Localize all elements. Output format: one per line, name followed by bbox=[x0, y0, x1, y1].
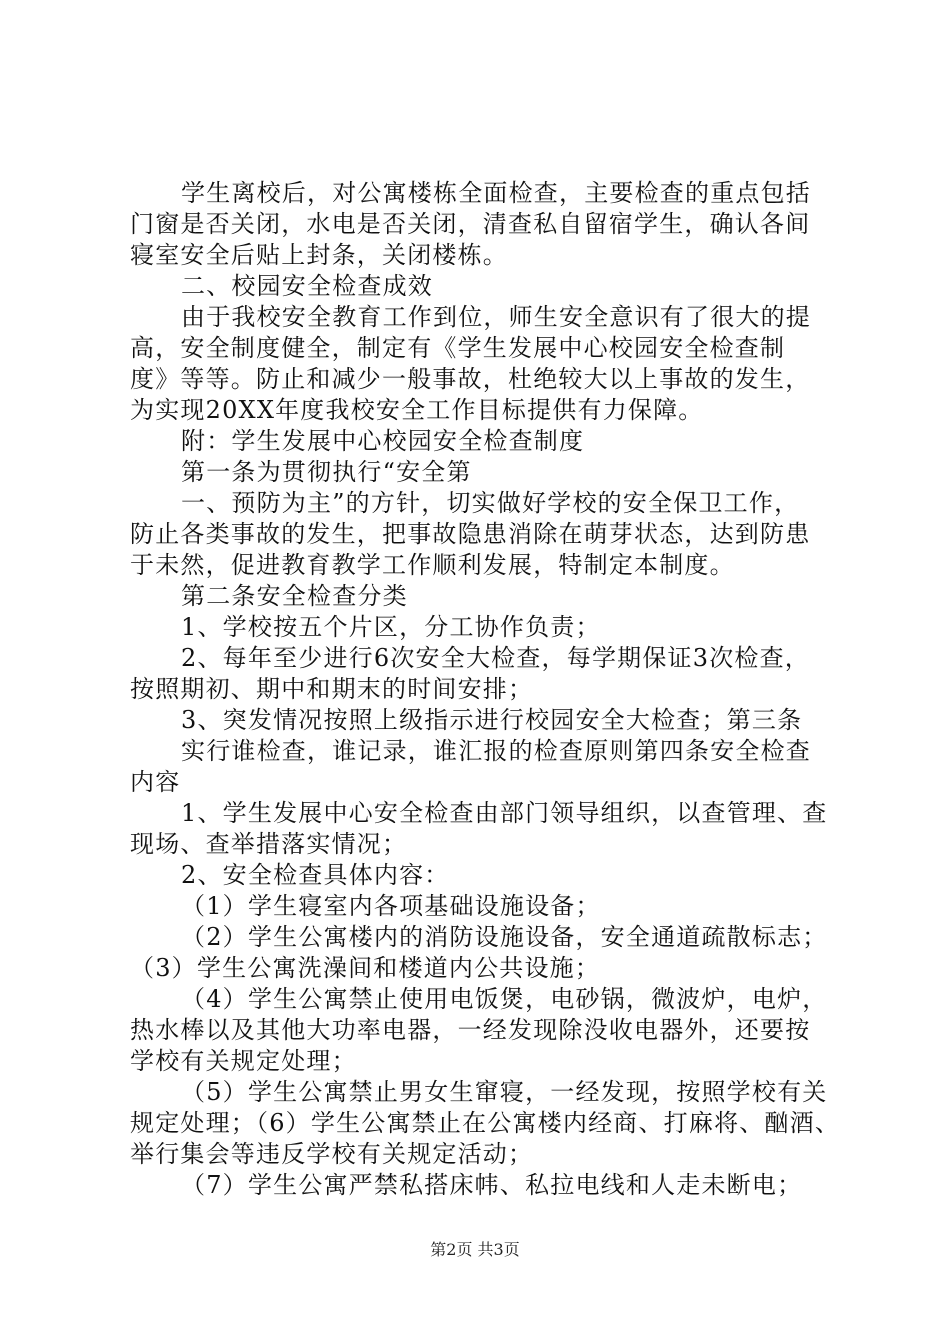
text-line: 度》等等。防止和减少一般事故，杜绝较大以上事故的发生， bbox=[130, 365, 811, 393]
text-line: （1）学生寝室内各项基础设施设备； bbox=[181, 892, 601, 920]
text-line: 第一条为贯彻执行“安全第 bbox=[181, 458, 472, 486]
text-line: （5）学生公寓禁止男女生窜寝，一经发现，按照学校有关 bbox=[181, 1078, 828, 1106]
text-line: 由于我校安全教育工作到位，师生安全意识有了很大的提 bbox=[181, 303, 811, 331]
text-line: 实行谁检查，谁记录，谁汇报的检查原则第四条安全检查 bbox=[181, 737, 811, 765]
text-line: （7）学生公寓严禁私搭床帏、私拉电线和人走未断电； bbox=[181, 1171, 803, 1199]
section-heading: 二、校园安全检查成效 bbox=[181, 272, 433, 300]
text-line: 现场、查举措落实情况； bbox=[130, 830, 408, 858]
page-number-footer: 第2页 共3页 bbox=[430, 1240, 520, 1259]
text-line: 举行集会等违反学校有关规定活动； bbox=[130, 1140, 534, 1168]
text-line: 1、学生发展中心安全检查由部门领导组织，以查管理、查 bbox=[181, 799, 828, 827]
text-line: 内容 bbox=[130, 768, 181, 796]
text-line: 于未然，促进教育教学工作顺利发展，特制定本制度。 bbox=[130, 551, 735, 579]
text-line: 门窗是否关闭，水电是否关闭，清查私自留宿学生，确认各间 bbox=[130, 210, 811, 238]
text-line: 3、突发情况按照上级指示进行校园安全大检查；第三条 bbox=[181, 706, 803, 734]
text-line: 规定处理；（6）学生公寓禁止在公寓楼内经商、打麻将、酗酒、 bbox=[130, 1109, 841, 1137]
text-line: 一、预防为主”的方针，切实做好学校的安全保卫工作， bbox=[181, 489, 800, 517]
text-line: 1、学校按五个片区，分工协作负责； bbox=[181, 613, 601, 641]
text-line: 为实现20XX年度我校安全工作目标提供有力保障。 bbox=[130, 396, 704, 424]
text-line: 热水棒以及其他大功率电器，一经发现除没收电器外，还要按 bbox=[130, 1016, 811, 1044]
text-line: 2、每年至少进行6次安全大检查，每学期保证3次检查， bbox=[181, 644, 811, 672]
text-line: 高，安全制度健全，制定有《学生发展中心校园安全检查制 bbox=[130, 334, 786, 362]
text-line: （2）学生公寓楼内的消防设施设备，安全通道疏散标志； bbox=[181, 923, 828, 951]
text-line: 寝室安全后贴上封条，关闭楼栋。 bbox=[130, 241, 508, 269]
text-line: 按照期初、期中和期末的时间安排； bbox=[130, 675, 534, 703]
text-line: 学校有关规定处理； bbox=[130, 1047, 357, 1075]
text-line: 2、安全检查具体内容： bbox=[181, 861, 450, 889]
text-line: 防止各类事故的发生，把事故隐患消除在萌芽状态，达到防患 bbox=[130, 520, 811, 548]
appendix-title: 附：学生发展中心校园安全检查制度 bbox=[181, 427, 585, 455]
text-line: （4）学生公寓禁止使用电饭煲，电砂锅，微波炉，电炉， bbox=[181, 985, 828, 1013]
text-line: （3）学生公寓洗澡间和楼道内公共设施； bbox=[130, 954, 601, 982]
text-line: 第二条安全检查分类 bbox=[181, 582, 408, 610]
text-line: 学生离校后，对公寓楼栋全面检查，主要检查的重点包括 bbox=[181, 179, 811, 207]
